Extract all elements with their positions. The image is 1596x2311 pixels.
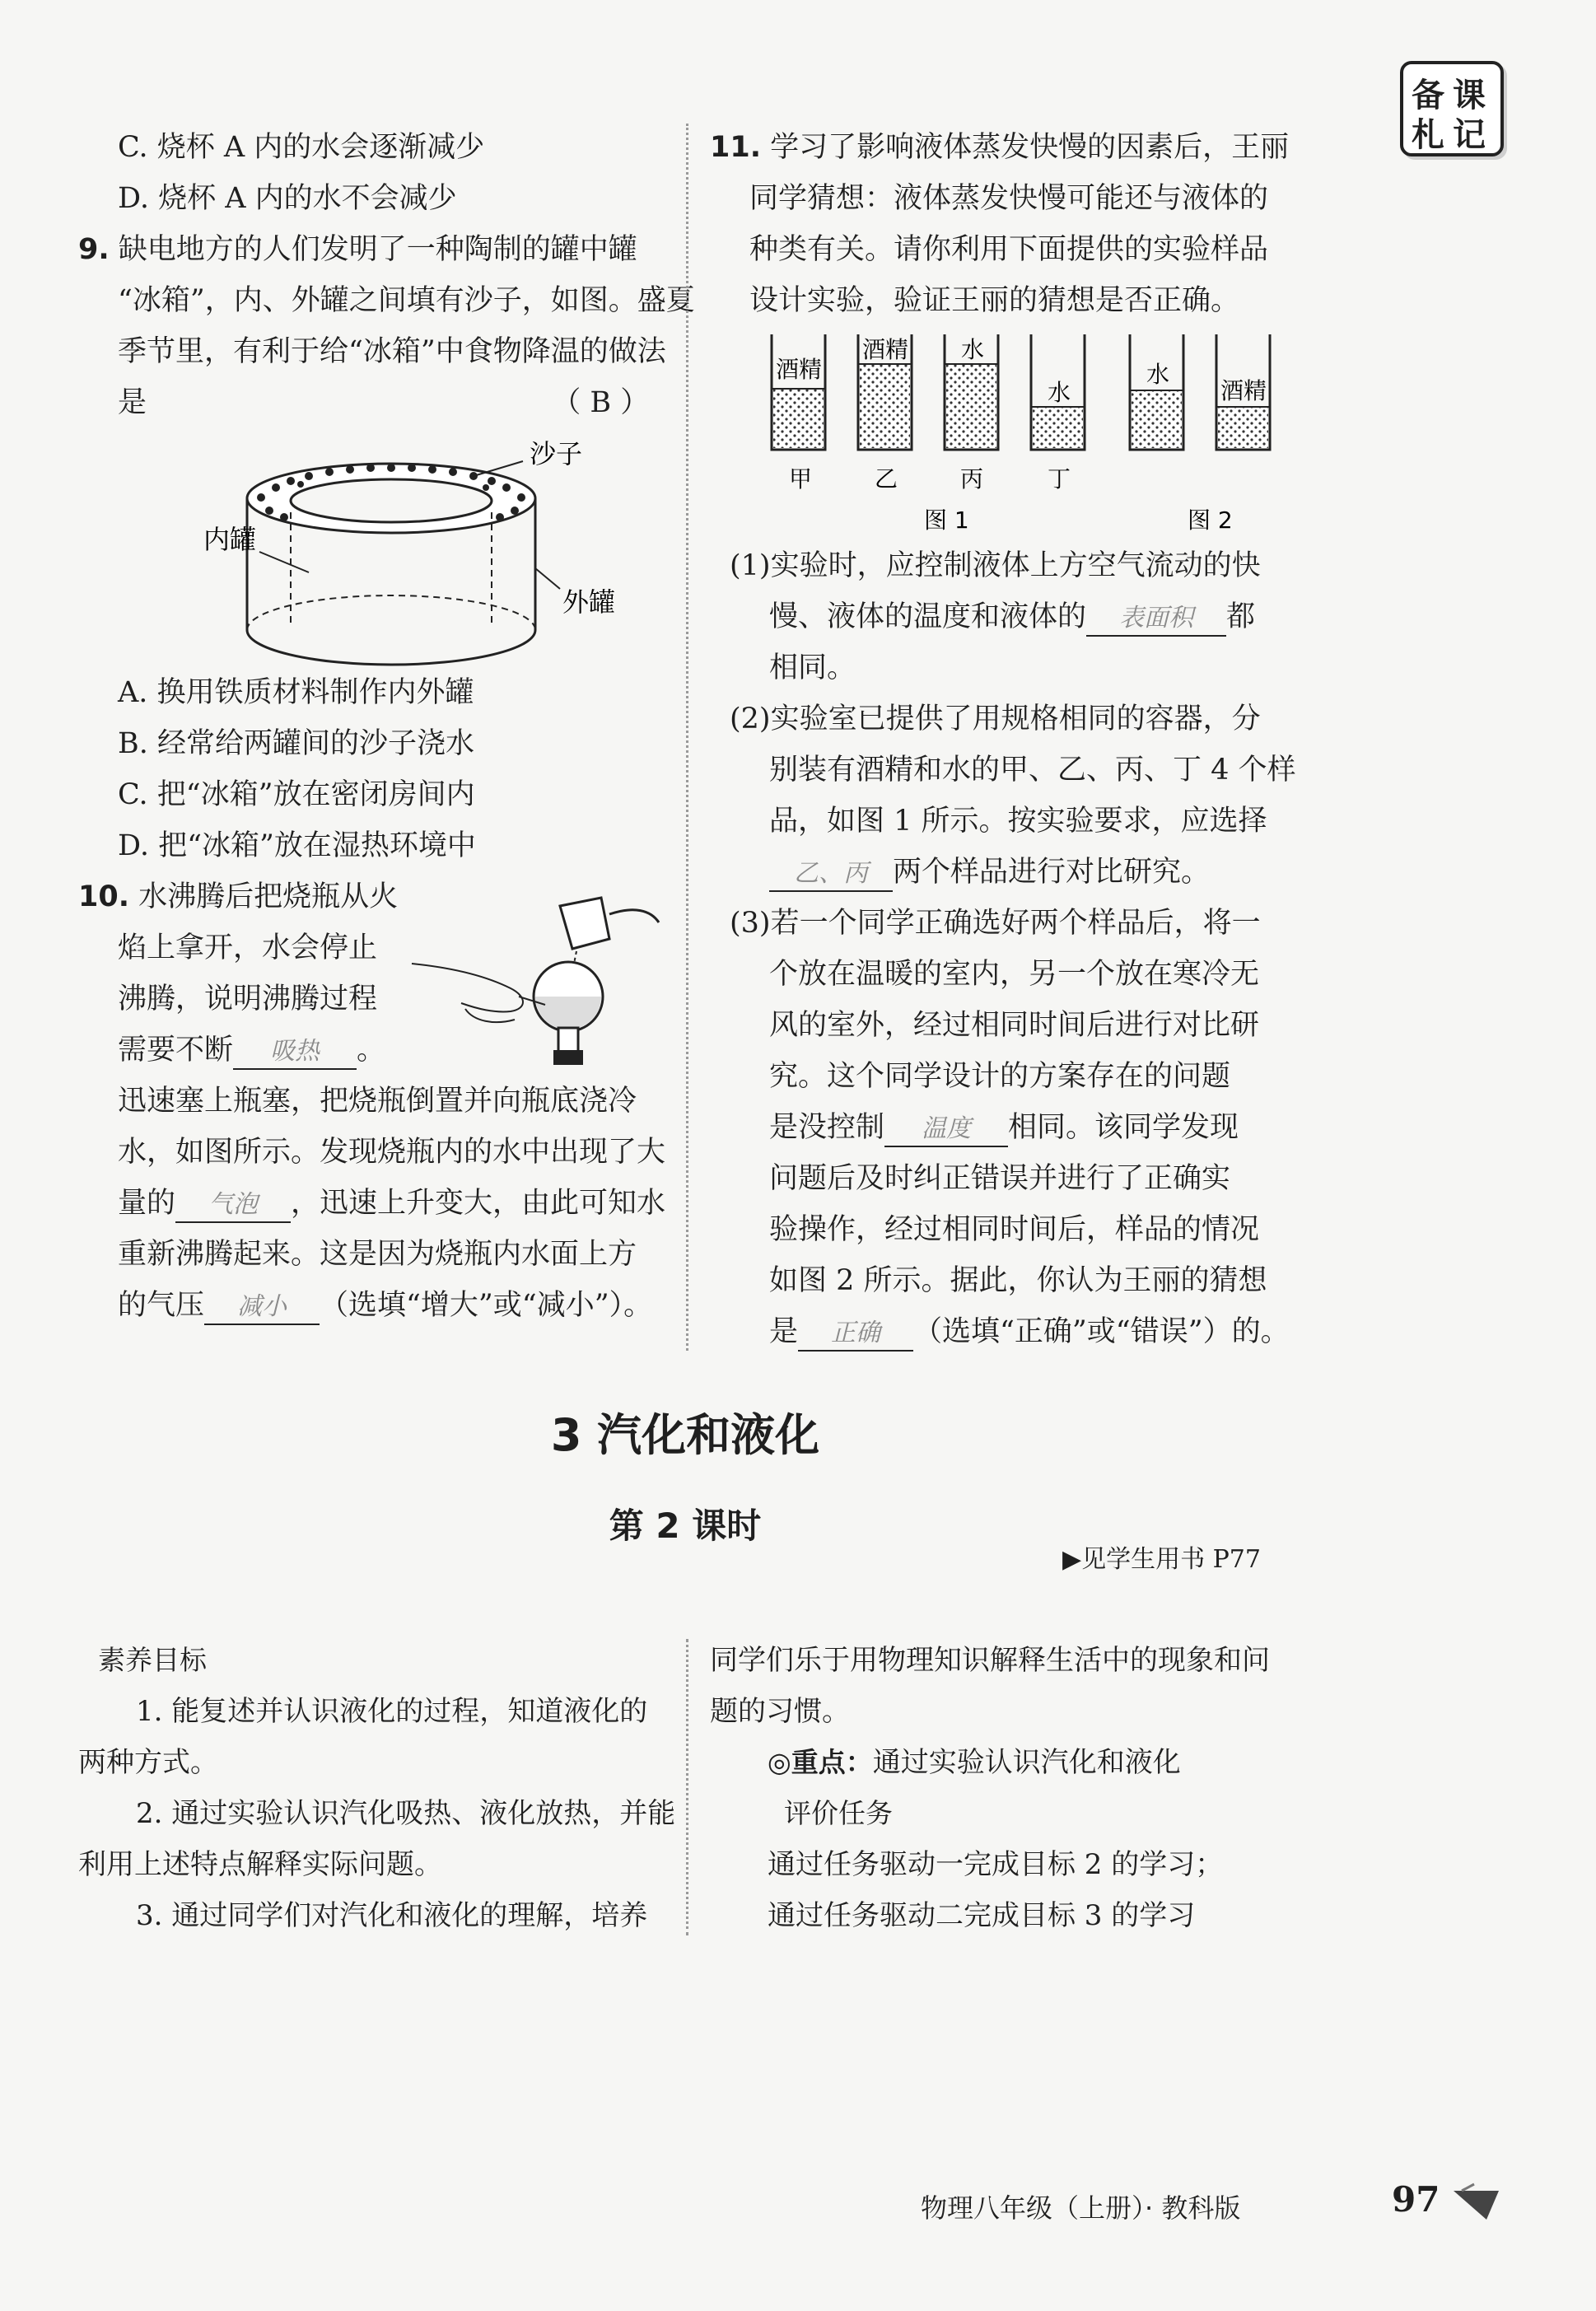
q11-text: 学习了影响液体蒸发快慢的因素后，王丽 <box>770 131 1290 164</box>
see-book-text: 见学生用书 P77 <box>1081 1545 1261 1574</box>
badge-char: 札 <box>1412 116 1444 154</box>
q11-text: 是 <box>769 1315 799 1348</box>
beaker-liquid: 酒精 <box>862 336 909 363</box>
beaker-liquid: 酒精 <box>1220 377 1267 404</box>
q9-line-2: “冰箱”，内、外罐之间填有沙子，如图。盛夏 <box>118 284 695 317</box>
beaker-bing <box>945 334 998 493</box>
beaker-liquid: 水 <box>961 336 985 363</box>
q9-option-d: D. 把“冰箱”放在湿热环境中 <box>118 829 476 862</box>
page-number: 97 <box>1392 2179 1440 2220</box>
goal-3-cont-2: 题的习惯。 <box>710 1695 850 1728</box>
right-column <box>710 122 1303 1357</box>
key-point <box>710 1737 1303 1788</box>
column-divider <box>686 124 688 1351</box>
q11-text: 相同。该同学发现 <box>1008 1111 1239 1144</box>
eval-heading: 评价任务 <box>784 1797 893 1829</box>
beaker-fig2-alcohol <box>1216 334 1270 450</box>
q10-text: 需要不断 <box>118 1034 234 1067</box>
figure-2-caption: 图 2 <box>1188 507 1233 534</box>
key-point-text: 通过实验认识汽化和液化 <box>872 1746 1181 1779</box>
section-title: 3 汽化和液化 <box>550 1409 820 1461</box>
q9-option-c: C. 把“冰箱”放在密闭房间内 <box>118 778 475 811</box>
q11-line-1 <box>710 122 1303 173</box>
key-point-label: ◎重点： <box>768 1746 873 1778</box>
q11-p2-line-2: 别装有酒精和水的甲、乙、丙、丁 4 个样 <box>769 754 1296 787</box>
beaker-liquid: 酒精 <box>776 356 823 383</box>
lesson-title: 第 2 课时 <box>609 1506 762 1546</box>
beaker-liquid: 水 <box>1146 361 1170 388</box>
q10-line-3: 沸腾，说明沸腾过程 <box>118 983 378 1015</box>
beaker-liquid: 水 <box>1048 379 1071 406</box>
q10-blank-1: 吸热 <box>233 1035 357 1070</box>
goals-heading: 素养目标 <box>98 1644 207 1676</box>
q11-line-2: 同学猜想：液体蒸发快慢可能还与液体的 <box>749 182 1269 215</box>
q11-line-4: 设计实验，验证王丽的猜想是否正确。 <box>749 284 1240 317</box>
q10-text: 。 <box>357 1034 386 1067</box>
goal-3-line-1: 3. 通过同学们对汽化和液化的理解，培养 <box>136 1899 648 1932</box>
corner-arrow-icon <box>1449 2183 1507 2224</box>
goals-right <box>710 1635 1303 1941</box>
q11-p3-line-2: 个放在温暖的室内，另一个放在寒冷无 <box>769 958 1260 991</box>
label-inner-pot: 内罐 <box>203 524 257 555</box>
beaker-label: 乙 <box>875 465 898 493</box>
q11-text: （选填“正确”或“错误”）的。 <box>913 1315 1290 1348</box>
goal-2-line-2: 利用上述特点解释实际问题。 <box>78 1848 442 1881</box>
goals-left <box>78 1635 676 1941</box>
q11-p3-line-3: 风的室外，经过相同时间后进行对比研 <box>769 1009 1260 1042</box>
q9-option-b: B. 经常给两罐间的沙子浇水 <box>118 727 474 760</box>
beaker-label: 丁 <box>1048 465 1071 493</box>
q11-blank-samples: 乙、丙 <box>769 857 893 892</box>
q11-blank-surface: 表面积 <box>1086 602 1226 637</box>
badge-char: 备 <box>1412 77 1444 114</box>
q9-text: 是 <box>118 386 147 419</box>
q10-line-9 <box>78 1280 671 1331</box>
label-sand: 沙子 <box>530 438 583 469</box>
q9-answer: （ B ） <box>552 386 650 419</box>
q11-p1-line-3: 相同。 <box>769 651 856 684</box>
q9-text: 缺电地方的人们发明了一种陶制的罐中罐 <box>118 233 637 266</box>
beaker-ding <box>1031 334 1085 493</box>
q11-p2-line-3: 品，如图 1 所示。按实验要求，应选择 <box>769 805 1267 838</box>
beaker-fig2-water <box>1130 334 1183 450</box>
play-arrow-icon: ▶ <box>1062 1545 1082 1574</box>
beaker-yi <box>858 334 912 493</box>
badge-char: 记 <box>1453 116 1486 154</box>
q10-line-6: 水，如图所示。发现烧瓶内的水中出现了大 <box>118 1136 666 1169</box>
beaker-jia <box>772 334 825 493</box>
column-divider-lower <box>686 1639 688 1935</box>
q9-number: 9. <box>78 233 110 266</box>
beaker-label: 丙 <box>960 465 984 493</box>
q11-p3-line-6: 问题后及时纠正错误并进行了正确实 <box>769 1162 1231 1195</box>
q11-p3-line-5 <box>710 1102 1303 1153</box>
q11-p1-line-1: (1)实验时，应控制液体上方空气流动的快 <box>730 549 1261 582</box>
goal-1-line-2: 两种方式。 <box>78 1746 218 1779</box>
q11-text: 慢、液体的温度和液体的 <box>769 600 1087 633</box>
q8-option-c: C. 烧杯 A 内的水会逐渐减少 <box>118 131 485 164</box>
q9-option-a: A. 换用铁质材料制作内外罐 <box>118 676 474 709</box>
q11-text: 是没控制 <box>769 1111 885 1144</box>
q10-text: 量的 <box>118 1187 176 1220</box>
q11-p3-line-4: 究。这个同学设计的方案存在的问题 <box>769 1060 1231 1093</box>
eval-task-2: 通过任务驱动二完成目标 3 的学习 <box>768 1899 1196 1932</box>
goal-1-line-1: 1. 能复述并认识液化的过程，知道液化的 <box>136 1695 648 1728</box>
q11-blank-temperature: 温度 <box>884 1113 1008 1147</box>
q11-text: 都 <box>1226 600 1256 633</box>
goal-3-cont-1: 同学们乐于用物理知识解释生活中的现象和问 <box>710 1644 1270 1677</box>
q10-line-8: 重新沸腾起来。这是因为烧瓶内水面上方 <box>118 1238 637 1271</box>
q11-p3-line-1: (3)若一个同学正确选好两个样品后，将一 <box>730 907 1261 940</box>
q10-blank-2: 气泡 <box>175 1188 291 1223</box>
q10-number: 10. <box>78 880 130 913</box>
q10-text: （选填“增大”或“减小”）。 <box>320 1289 653 1322</box>
clay-pot-figure <box>78 428 671 667</box>
eval-task-1: 通过任务驱动一完成目标 2 的学习； <box>768 1848 1224 1881</box>
q8-option-d: D. 烧杯 A 内的水不会减少 <box>118 182 457 215</box>
q10-text: 水沸腾后把烧瓶从火 <box>138 880 399 913</box>
q10-line-7 <box>78 1178 671 1229</box>
q10-line-2: 焰上拿开，水会停止 <box>118 931 378 964</box>
beaker-label: 甲 <box>789 465 813 493</box>
q11-p2-line-1: (2)实验室已提供了用规格相同的容器，分 <box>730 703 1261 735</box>
notes-badge <box>1400 61 1504 156</box>
q10-text: 的气压 <box>118 1289 205 1322</box>
beakers-figure <box>710 326 1303 540</box>
q10-line-5: 迅速塞上瓶塞，把烧瓶倒置并向瓶底浇冷 <box>118 1085 637 1118</box>
label-outer-pot: 外罐 <box>562 586 616 618</box>
q9-line-3: 季节里，有利于给“冰箱”中食物降温的做法 <box>118 335 666 368</box>
q11-p2-line-4 <box>710 847 1303 898</box>
q11-blank-correct: 正确 <box>798 1317 913 1352</box>
goal-2-line-1: 2. 通过实验认识汽化吸热、液化放热，并能 <box>136 1797 676 1830</box>
badge-char: 课 <box>1453 77 1486 114</box>
q11-p3-line-8: 如图 2 所示。据此，你认为王丽的猜想 <box>769 1264 1267 1297</box>
q10-text: ，迅速上升变大，由此可知水 <box>291 1187 666 1220</box>
figure-1-caption: 图 1 <box>924 507 969 534</box>
q11-text: 两个样品进行对比研究。 <box>893 856 1211 889</box>
q10-blank-3: 减小 <box>204 1291 320 1325</box>
q9-line-1 <box>78 224 671 275</box>
see-student-book <box>1062 1538 1261 1575</box>
q11-p1-line-2 <box>710 591 1303 642</box>
q11-number: 11. <box>710 131 762 164</box>
flask-figure <box>404 873 667 1071</box>
footer-book-title: 物理八年级（上册）· 教科版 <box>921 2192 1241 2224</box>
left-column <box>78 122 695 1331</box>
q9-line-4 <box>78 377 671 428</box>
q11-p3-line-7: 验操作，经过相同时间后，样品的情况 <box>769 1213 1260 1246</box>
q11-line-3: 种类有关。请你利用下面提供的实验样品 <box>749 233 1269 266</box>
q11-p3-line-9 <box>710 1306 1303 1357</box>
